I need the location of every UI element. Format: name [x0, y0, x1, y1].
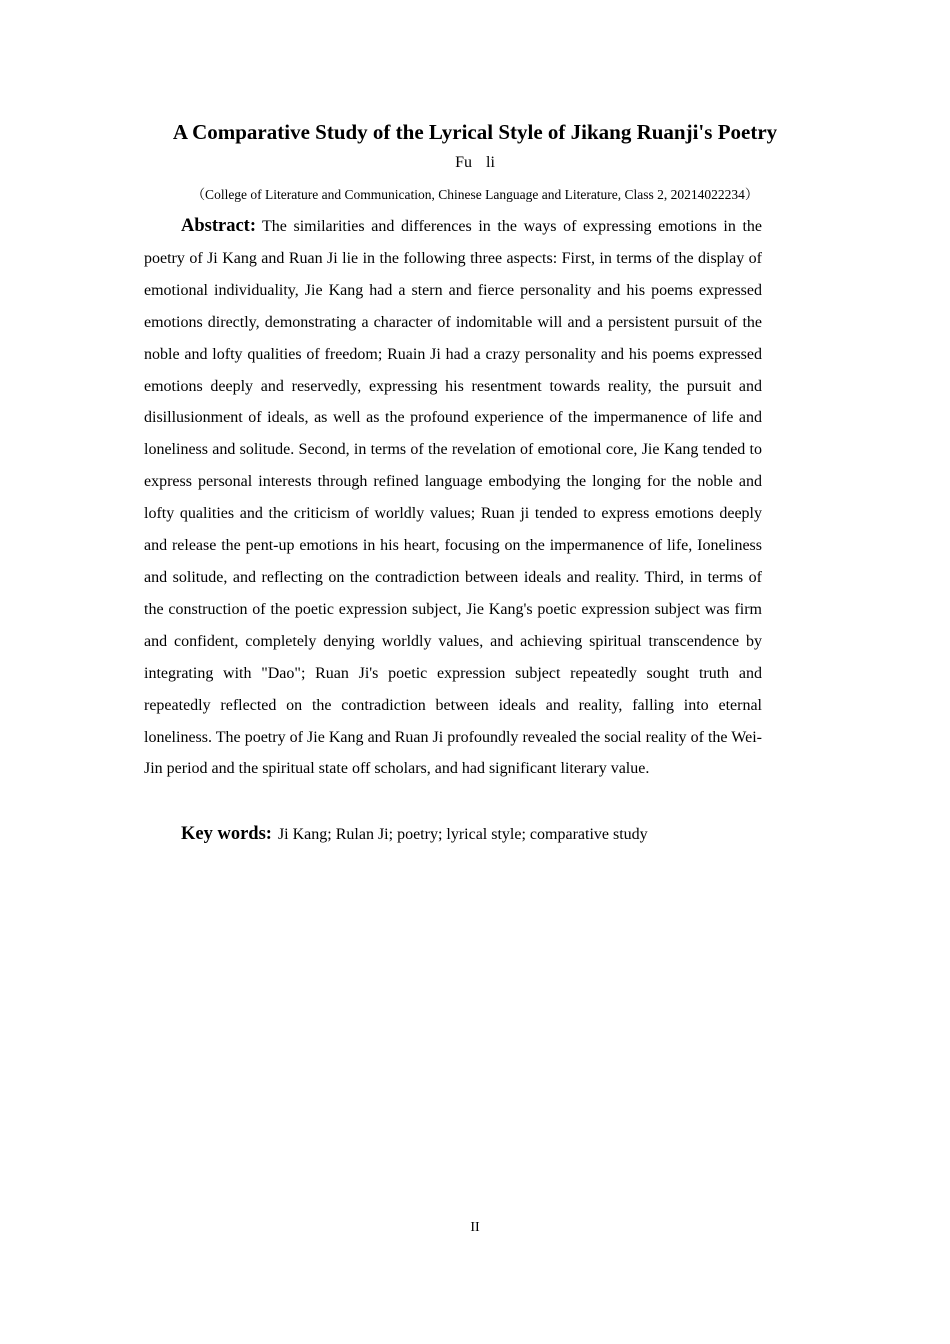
page-number: II	[470, 1220, 480, 1235]
abstract-paragraph	[144, 211, 762, 785]
author-affiliation: （College of Literature and Communication, Chinese Language and Literature, Class 2, 20214022234）	[191, 187, 759, 202]
keywords-paragraph	[144, 818, 762, 851]
abstract-label: Abstract:	[181, 216, 257, 236]
paper-title: A Comparative Study of the Lyrical Style of Jikang Ruanji's Poetry	[172, 120, 778, 144]
keywords-label: Key words:	[181, 824, 272, 844]
abstract-text: The similarities and differences in the ways of expressing emotions in the poetry of Ji Kang and Ruan Ji lie in the following three aspects: First, in terms of the display of emotional individuality, Jie Kang had a stern and fierce personality and his poems expressed emotions directly, demonstrating a character of indomitable will and a persistent pursuit of the noble and lofty qualities of freedom; Ruain Ji had a crazy personality and his poems expressed emotions deeply and reservedly, expressing his resentment towards reality, the pursuit and disillusionment of ideals, as well as the profound experience of the impermanence of life and loneliness and solitude. Second, in terms of the revelation of emotional core, Jie Kang tended to express personal interests through refined language embodying the longing for the noble and lofty qualities and the criticism of worldly values; Ruan ji tended to express emotions deeply and release the pent-up emotions in his heart, focusing on the impermanence of life, Ioneliness and solitude, and reflecting on the contradiction between ideals and reality. Third, in terms of the construction of the poetic expression subject, Jie Kang's poetic expression subject was firm and confident, completely denying worldly values, and achieving spiritual transcendence by integrating with "Dao"; Ruan Ji's poetic expression subject repeatedly sought truth and repeatedly reflected on the contradiction between ideals and reality, falling into eternal loneliness. The poetry of Jie Kang and Ruan Ji profoundly revealed the social reality of the Wei-Jin period and the spiritual state off scholars, and had significant literary value.	[144, 218, 762, 778]
author-name: Fu li	[455, 154, 495, 171]
keywords-text: Ji Kang; Rulan Ji; poetry; lyrical style; comparative study	[277, 826, 648, 843]
